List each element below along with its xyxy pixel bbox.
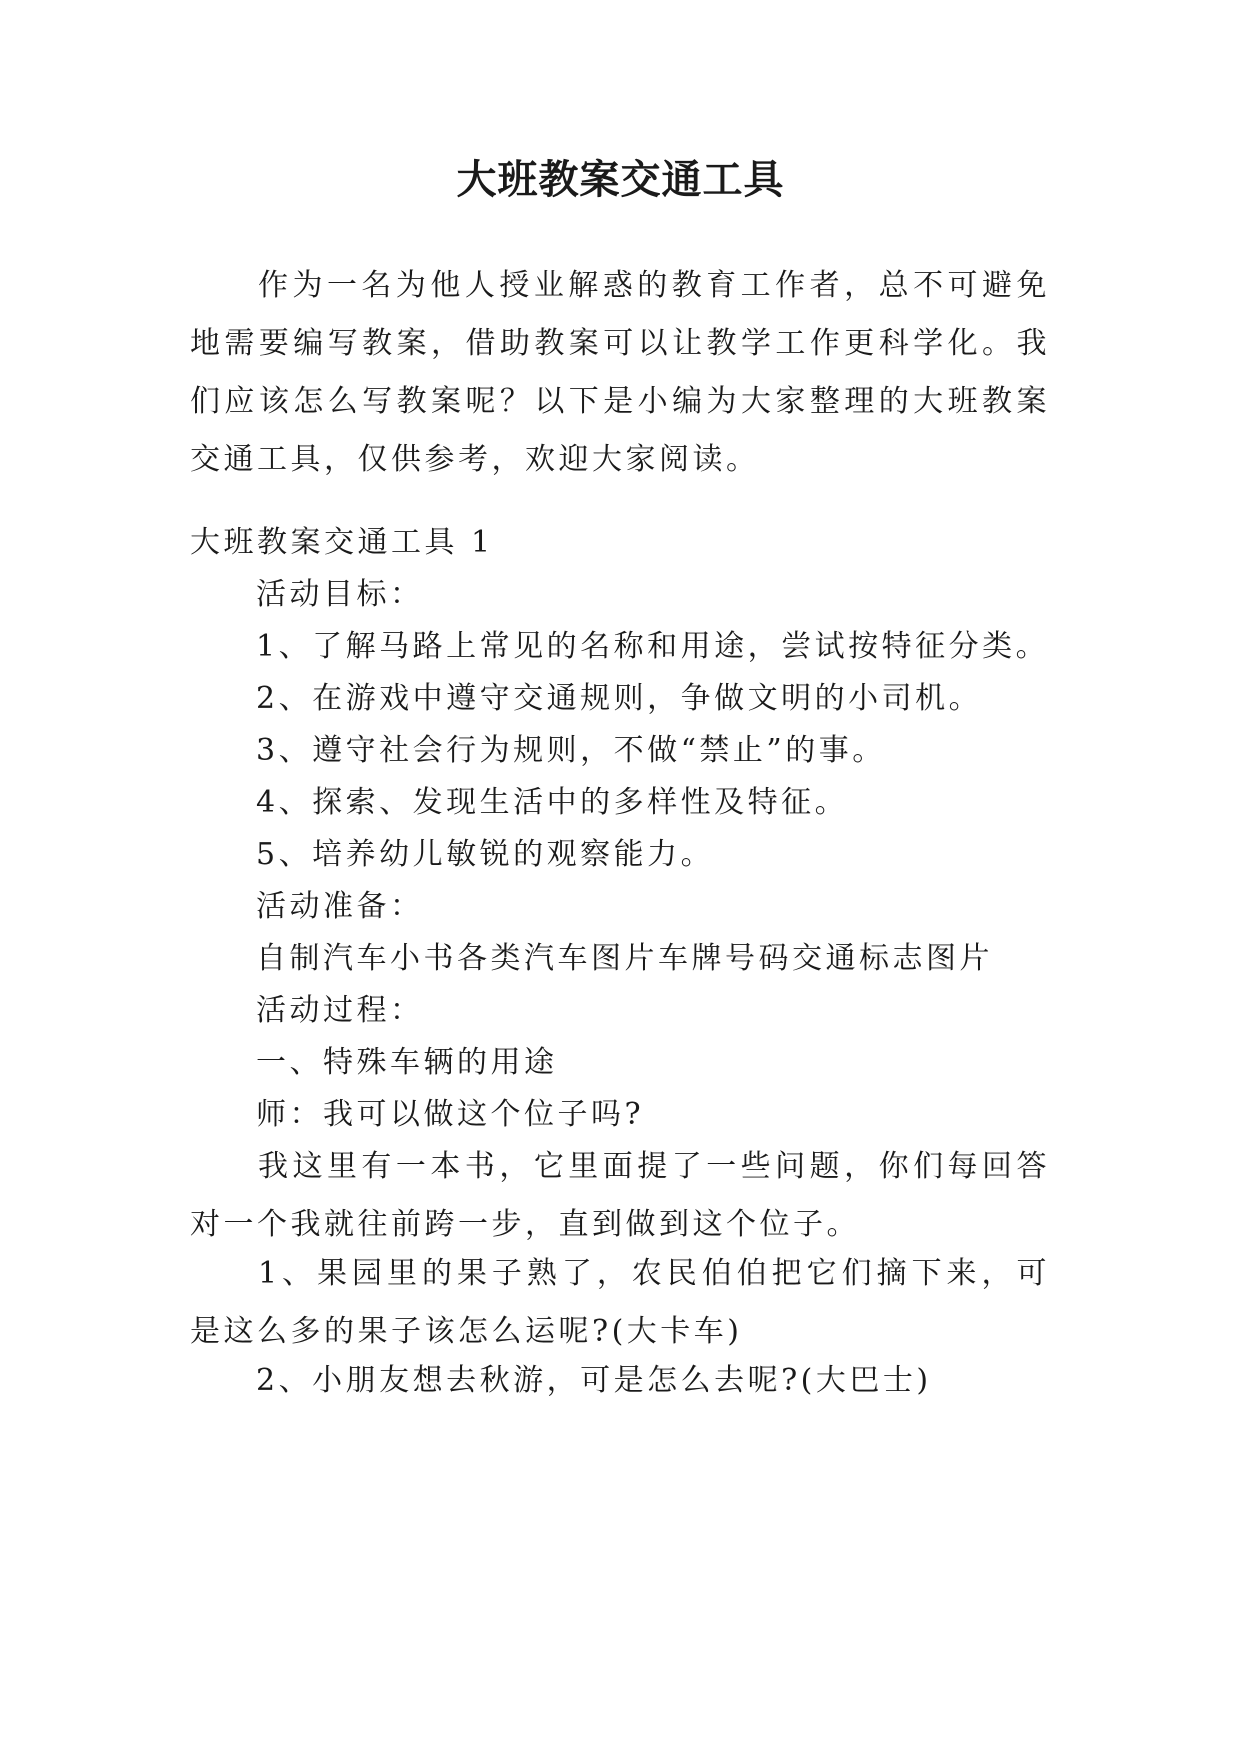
goal-item-1: 1、了解马路上常见的名称和用途，尝试按特征分类。 xyxy=(256,629,1050,664)
question-2-paragraph: 2、小朋友想去秋游，可是怎么去呢?(大巴士) xyxy=(256,1363,932,1398)
document-title: 大班教案交通工具 xyxy=(456,156,785,203)
book-paragraph: 我这里有一本书，它里面提了一些问题，你们每回答对一个我就往前跨一步，直到做到这个位子。 xyxy=(190,1149,1050,1242)
prep-label: 活动准备： xyxy=(256,889,424,924)
section-heading: 大班教案交通工具 1 xyxy=(190,525,494,560)
process-label: 活动过程： xyxy=(256,993,424,1028)
teacher-line: 师：我可以做这个位子吗? xyxy=(256,1097,645,1132)
goal-item-3: 3、遵守社会行为规则，不做“禁止”的事。 xyxy=(256,733,886,768)
question-1-paragraph: 1、果园里的果子熟了，农民伯伯把它们摘下来，可是这么多的果子该怎么运呢?(大卡车) xyxy=(190,1256,1050,1349)
goal-item-4: 4、探索、发现生活中的多样性及特征。 xyxy=(256,785,849,820)
goals-label: 活动目标： xyxy=(256,577,424,612)
goal-item-5: 5、培养幼儿敏锐的观察能力。 xyxy=(256,837,715,872)
intro-paragraph: 作为一名为他人授业解惑的教育工作者，总不可避免地需要编写教案，借助教案可以让教学工作更科学化。我们应该怎么写教案呢？以下是小编为大家整理的大班教案交通工具，仅供参考，欢迎大家阅读。 xyxy=(190,268,1050,477)
prep-text: 自制汽车小书各类汽车图片车牌号码交通标志图片 xyxy=(256,941,993,976)
goal-item-2: 2、在游戏中遵守交通规则，争做文明的小司机。 xyxy=(256,681,983,716)
step1-heading: 一、特殊车辆的用途 xyxy=(256,1045,558,1080)
